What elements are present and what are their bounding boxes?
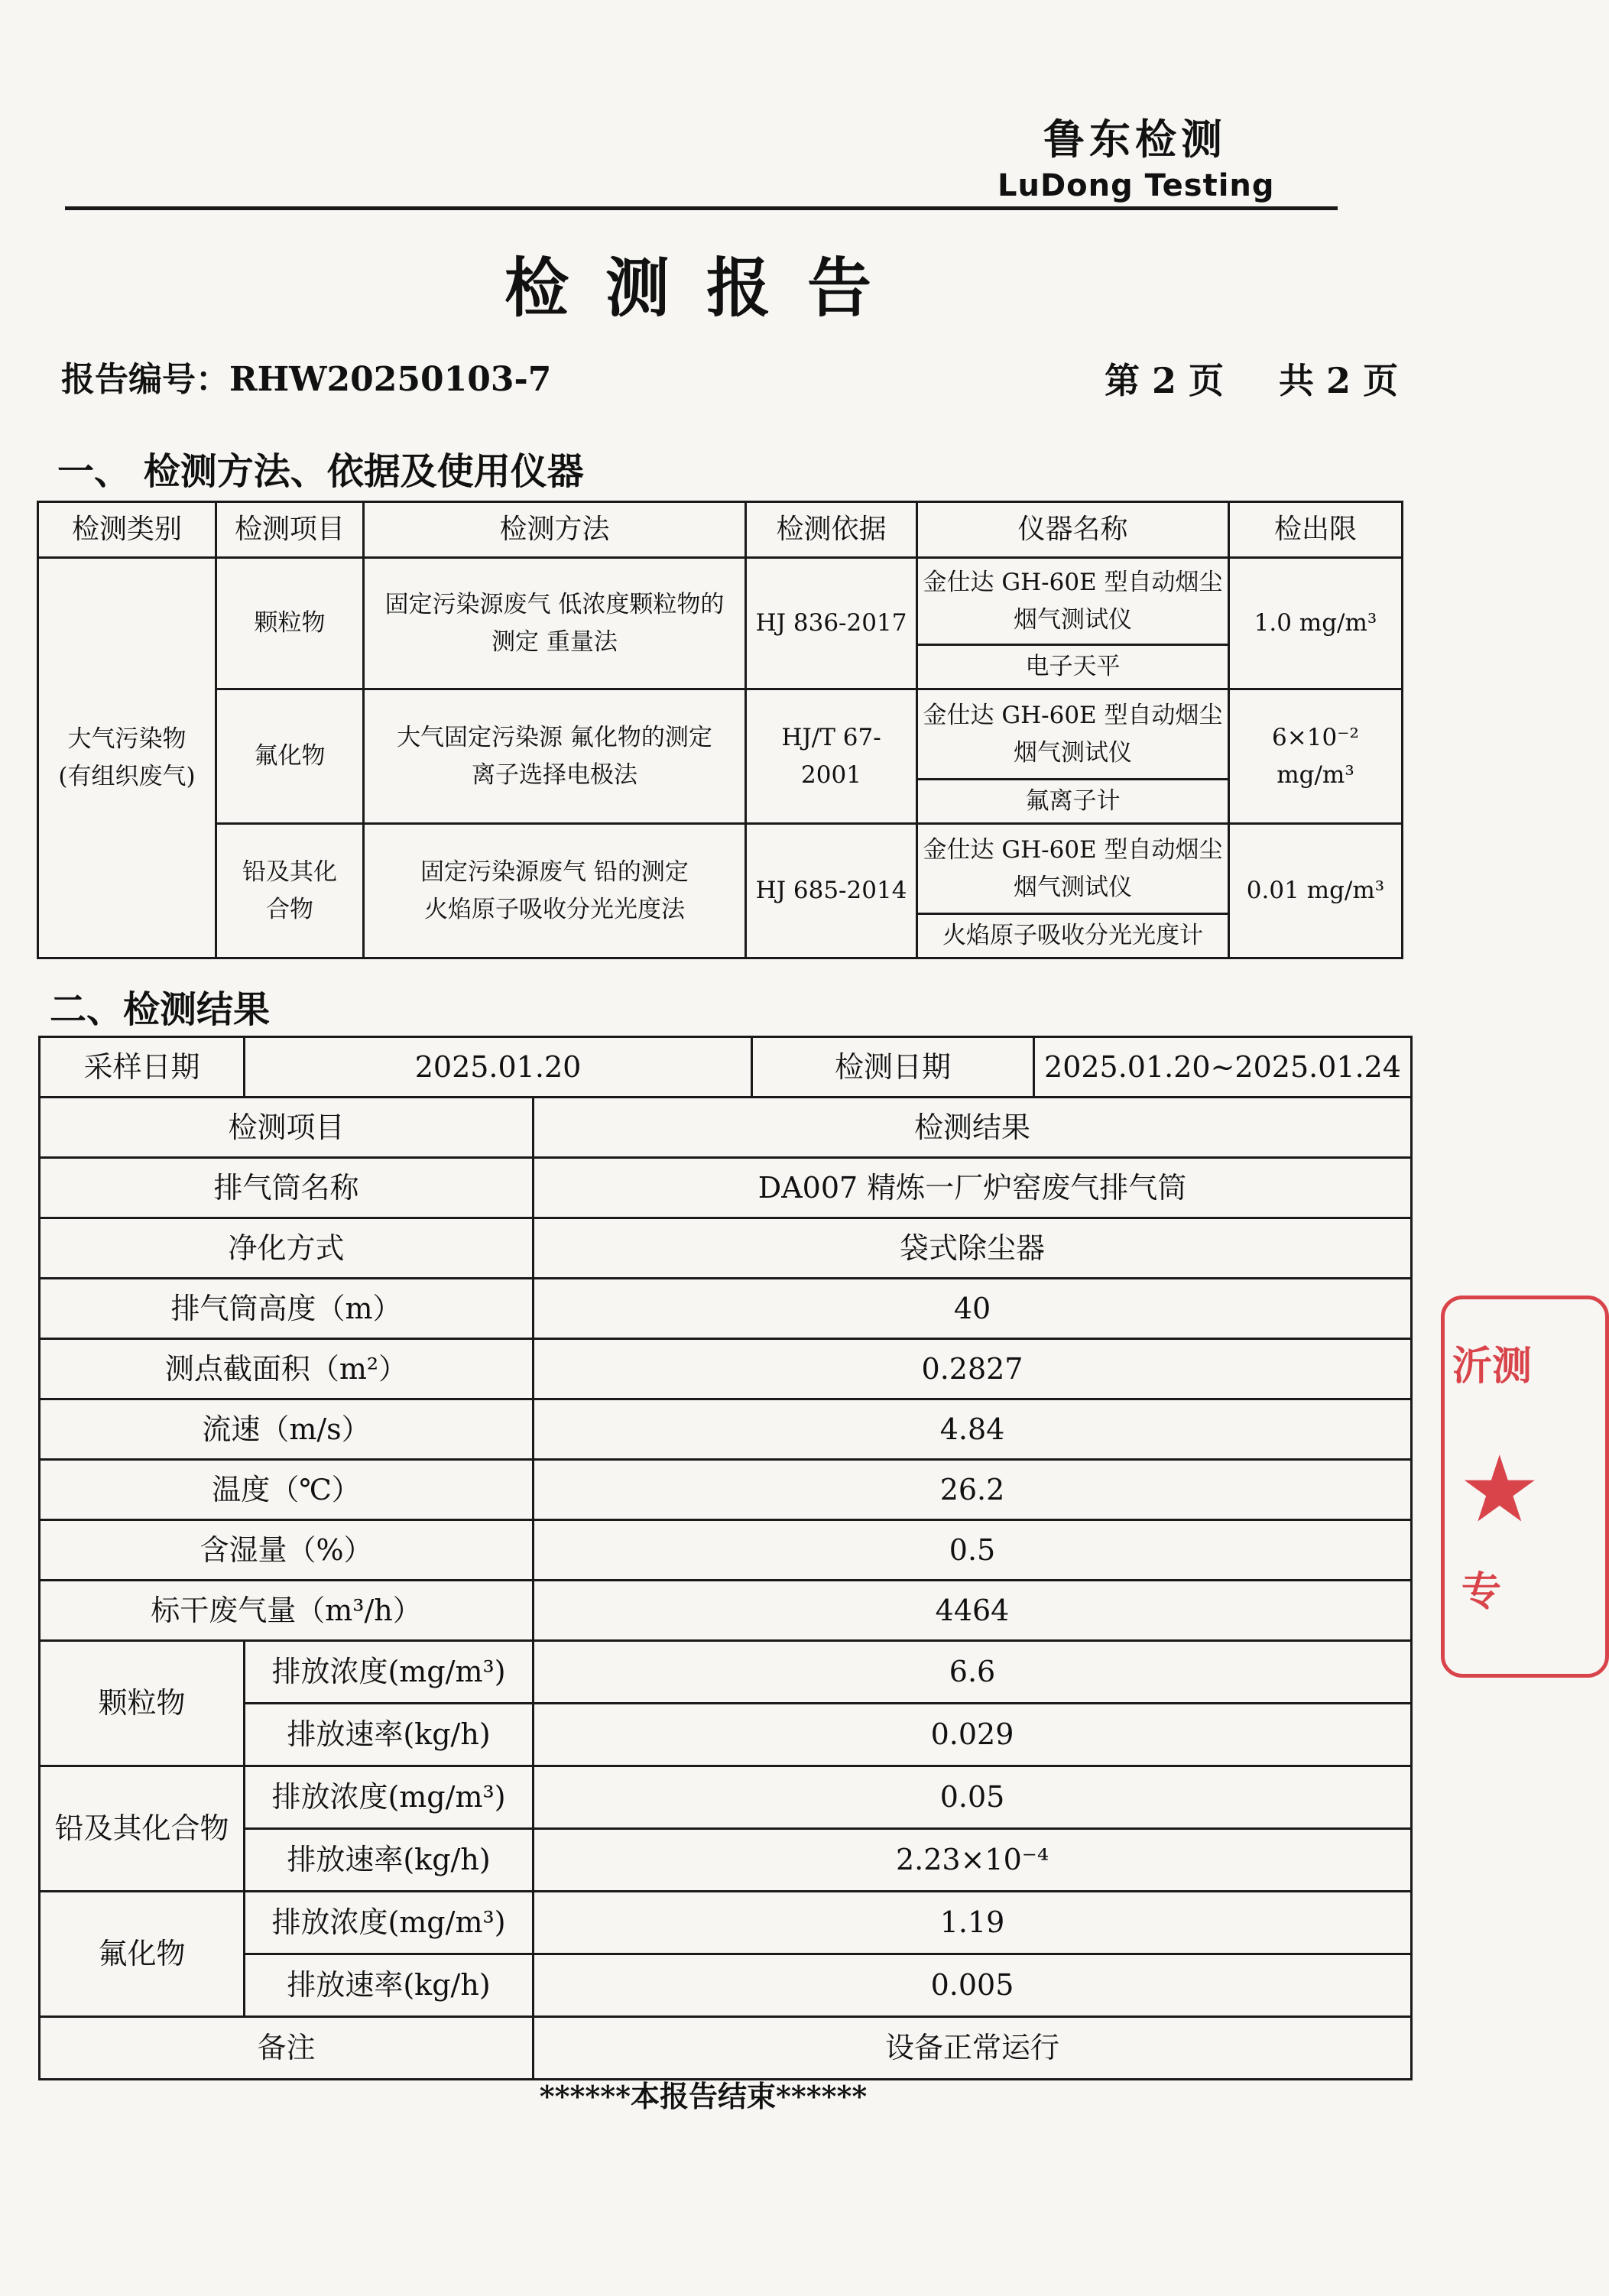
rate-value: 0.029: [534, 1704, 1412, 1766]
result-header: 检测结果: [534, 1098, 1412, 1158]
category-cell: 大气污染物 (有组织废气): [38, 558, 216, 958]
stamp-text-top: 沂测: [1452, 1343, 1533, 1390]
report-number: 报告编号：RHW20250103-7: [61, 360, 552, 399]
param-label: 流速（m/s）: [40, 1399, 534, 1460]
col-header-method: 检测方法: [364, 502, 746, 558]
rate-value: 2.23×10⁻⁴: [534, 1829, 1412, 1892]
col-header-limit: 检出限: [1229, 502, 1403, 558]
param-label: 排气筒高度（m）: [40, 1279, 534, 1339]
remark-label: 备注: [40, 2017, 534, 2080]
pollutant-name: 氟化物: [40, 1892, 245, 2017]
stamp-text-bottom: 专: [1461, 1568, 1502, 1615]
conc-value: 6.6: [534, 1641, 1412, 1704]
page-total: 共 2 页: [1279, 360, 1399, 401]
sampling-date-value: 2025.01.20: [245, 1037, 752, 1098]
company-logo-en: LuDong Testing: [998, 168, 1275, 203]
page-number: [1105, 353, 1398, 404]
col-header-item: 检测项目: [216, 502, 364, 558]
instrument-cell: 电子天平: [917, 645, 1229, 689]
param-value: 4464: [534, 1581, 1412, 1641]
param-label: 温度（℃）: [40, 1460, 534, 1520]
conc-value: 0.05: [534, 1766, 1412, 1829]
instrument-cell: 金仕达 GH-60E 型自动烟尘 烟气测试仪: [917, 558, 1229, 645]
section1-title: 一、 检测方法、依据及使用仪器: [57, 450, 584, 493]
basis-cell: HJ/T 67-2001: [746, 689, 917, 824]
method-cell: 固定污染源废气 铅的测定 火焰原子吸收分光光度法: [364, 824, 746, 958]
test-date-value: 2025.01.20~2025.01.24: [1034, 1037, 1412, 1098]
instrument-cell: 金仕达 GH-60E 型自动烟尘 烟气测试仪: [917, 689, 1229, 780]
conc-value: 1.19: [534, 1892, 1412, 1954]
basis-cell: HJ 685-2014: [746, 824, 917, 958]
page-current: 第 2 页: [1105, 360, 1225, 401]
basis-cell: HJ 836-2017: [746, 558, 917, 689]
pollutant-name: 铅及其化合物: [40, 1766, 245, 1892]
param-value: 40: [534, 1279, 1412, 1339]
item-cell: 颗粒物: [216, 558, 364, 689]
stamp-star-icon: ★: [1458, 1437, 1541, 1543]
param-value: 0.2827: [534, 1339, 1412, 1399]
conc-label: 排放浓度(mg/m³): [245, 1892, 534, 1954]
param-value: 袋式除尘器: [534, 1218, 1412, 1279]
col-header-basis: 检测依据: [746, 502, 917, 558]
col-header-category: 检测类别: [38, 502, 216, 558]
item-cell: 氟化物: [216, 689, 364, 824]
methods-table: [37, 501, 1403, 959]
param-label: 测点截面积（m²）: [40, 1339, 534, 1399]
param-value: 26.2: [534, 1460, 1412, 1520]
param-label: 含湿量（%）: [40, 1520, 534, 1581]
instrument-cell: 氟离子计: [917, 780, 1229, 824]
rate-label: 排放速率(kg/h): [245, 1704, 534, 1766]
test-date-label: 检测日期: [752, 1037, 1034, 1098]
header-rule: [65, 206, 1338, 210]
instrument-cell: 火焰原子吸收分光光度计: [917, 914, 1229, 958]
report-title: 检测报告: [504, 250, 909, 326]
instrument-cell: 金仕达 GH-60E 型自动烟尘 烟气测试仪: [917, 824, 1229, 914]
param-value: DA007 精炼一厂炉窑废气排气筒: [534, 1158, 1412, 1218]
limit-cell: 6×10⁻² mg/m³: [1229, 689, 1403, 824]
rate-label: 排放速率(kg/h): [245, 1954, 534, 2017]
rate-label: 排放速率(kg/h): [245, 1829, 534, 1892]
method-cell: 大气固定污染源 氟化物的测定 离子选择电极法: [364, 689, 746, 824]
report-end-marker: ******本报告结束******: [539, 2079, 868, 2113]
method-cell: 固定污染源废气 低浓度颗粒物的 测定 重量法: [364, 558, 746, 689]
pollutant-name: 颗粒物: [40, 1641, 245, 1766]
param-label: 净化方式: [40, 1218, 534, 1279]
param-value: 4.84: [534, 1399, 1412, 1460]
item-cell: 铅及其化 合物: [216, 824, 364, 958]
sampling-date-label: 采样日期: [40, 1037, 245, 1098]
conc-label: 排放浓度(mg/m³): [245, 1766, 534, 1829]
conc-label: 排放浓度(mg/m³): [245, 1641, 534, 1704]
rate-value: 0.005: [534, 1954, 1412, 2017]
param-value: 0.5: [534, 1520, 1412, 1581]
results-table: [38, 1036, 1413, 2080]
remark-value: 设备正常运行: [534, 2017, 1412, 2080]
company-logo-cn: 鲁东检测: [1043, 115, 1227, 164]
official-stamp: [1441, 1296, 1609, 1678]
param-label: 标干废气量（m³/h）: [40, 1581, 534, 1641]
param-label: 排气筒名称: [40, 1158, 534, 1218]
col-header-instrument: 仪器名称: [917, 502, 1229, 558]
item-header: 检测项目: [40, 1098, 534, 1158]
limit-cell: 0.01 mg/m³: [1229, 824, 1403, 958]
section2-title: 二、检测结果: [50, 988, 271, 1031]
limit-cell: 1.0 mg/m³: [1229, 558, 1403, 689]
